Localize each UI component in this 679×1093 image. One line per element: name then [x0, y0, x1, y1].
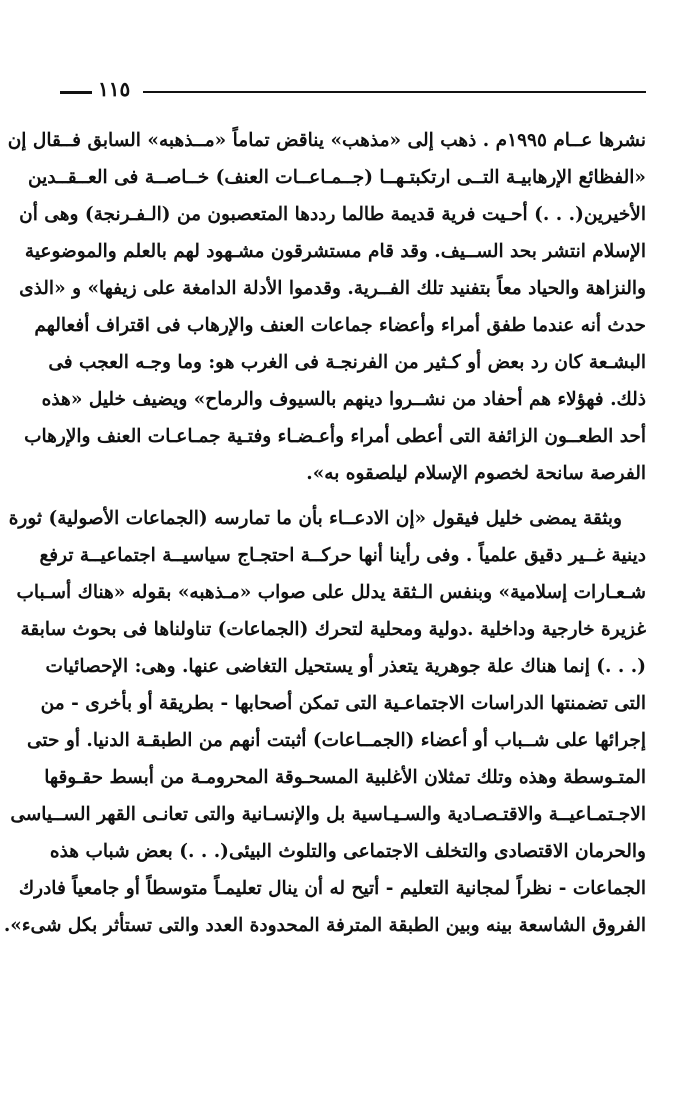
- page-number: ١١٥: [98, 77, 131, 101]
- text-line: البشـعة كان رد بعض أو كـثير من الفرنجـة فى الغرب هو: وما وجـه العجب فى: [48, 352, 646, 373]
- text-line: أحد الطعــون الزائفة التى أعطى أمراء وأعـضـاء وفتـية جمـاعـات العنف والإرهاب: [24, 426, 646, 447]
- text-line: إجرائها على شــباب أو أعضاء (الجمــاعات) أثبتت أنهم من الطبقـة الدنيا. أو حتى: [27, 730, 646, 751]
- paragraph-gap: [60, 492, 646, 500]
- text-line: المتـوسطة وهذه وتلك تمثلان الأغلبية المسحـوقة المحرومـة من أبسط حقـوقها: [44, 767, 646, 788]
- text-line: غزيرة خارجية وداخلية .دولية ومحلية لتحرك (الجماعات) تناولناها فى بحوث سابقة: [20, 619, 646, 640]
- text-line: والنزاهة والحياد معاً بتفنيد تلك الفــرية. وقدموا الأدلة الدامغة على زيفها» و «الذى: [19, 278, 646, 299]
- text-line: الاجـتمـاعيــة والاقتـصـادية والسـيـاسية بل والإنسـانية والتى تعانـى القهر الســياسى: [10, 804, 646, 825]
- header-short-rule: [60, 91, 92, 94]
- text-line: حدث أنه عندما طفق أمراء وأعضاء جماعات العنف والإرهاب فى اقتراف أفعالهم: [34, 315, 646, 336]
- body-text: [3, 122, 646, 944]
- text-line: الأخيرين(. . .) أحـيت فرية قديمة طالما رددها المتعصبون من (الـفـرنجة) وهى أن: [19, 204, 646, 225]
- text-line: (. . .) إنما هناك علة جوهرية يتعذر أو يستحيل التغاضى عنها. وهى: الإحصائيات: [45, 656, 646, 677]
- paragraph-1: [7, 122, 646, 492]
- header-rule: [143, 91, 646, 93]
- text-line: وبثقة يمضى خليل فيقول «إن الادعــاء بأن ما تمارسه (الجماعات الأصولية) ثورة: [8, 508, 622, 529]
- text-line: الجماعات - نظراً لمجانية التعليم - أتيح له أن ينال تعليمـاً متوسطاً أو جامعياً فادرك: [18, 878, 646, 899]
- text-line: الفروق الشاسعة بينه وبين الطبقة المترفة المحدودة العدد والتى تستأثر بكل شىء».: [3, 915, 646, 936]
- text-line: دينية غــير دقيق علمياً . وفى رأينا أنها حركــة احتجـاج سياسيــة اجتماعيــة ترفع: [39, 545, 646, 566]
- text-line: الإسلام انتشر بحد الســيف. وقد قام مستشرقون مشـهود لهم بالعلم والموضوعية: [24, 241, 646, 262]
- text-line: شـعـارات إسلامية» وبنفس الـثقة يدلل على صواب «مـذهبه» بقوله «هناك أسـباب: [16, 582, 646, 603]
- text-line: الفرصة سانحة لخصوم الإسلام ليلصقوه به».: [306, 463, 646, 484]
- text-line: نشرها عــام ١٩٩٥م . ذهب إلى «مذهب» يناقض تماماً «مــذهبه» السابق فــقال إن: [7, 130, 646, 151]
- paragraph-2: [3, 500, 646, 944]
- text-line: التى تضمنتها الدراسات الاجتماعـية التى تمكن أصحابها - بطريقة أو بأخرى - من: [40, 693, 646, 714]
- text-line: والحرمان الاقتصادى والتخلف الاجتماعى والتلوث البيئى(. . .) بعض شباب هذه: [49, 841, 646, 862]
- text-line: «الفظائع الإرهابيـة التــى ارتكبتـهــا (جــمـاعــات العنف) خــاصــة فى العــقــدين: [28, 167, 646, 188]
- page-header: [60, 78, 646, 102]
- text-line: ذلك. فهؤلاء هم أحفاد من نشــروا دينهم بالسيوف والرماح» ويضيف خليل «هذه: [41, 389, 646, 410]
